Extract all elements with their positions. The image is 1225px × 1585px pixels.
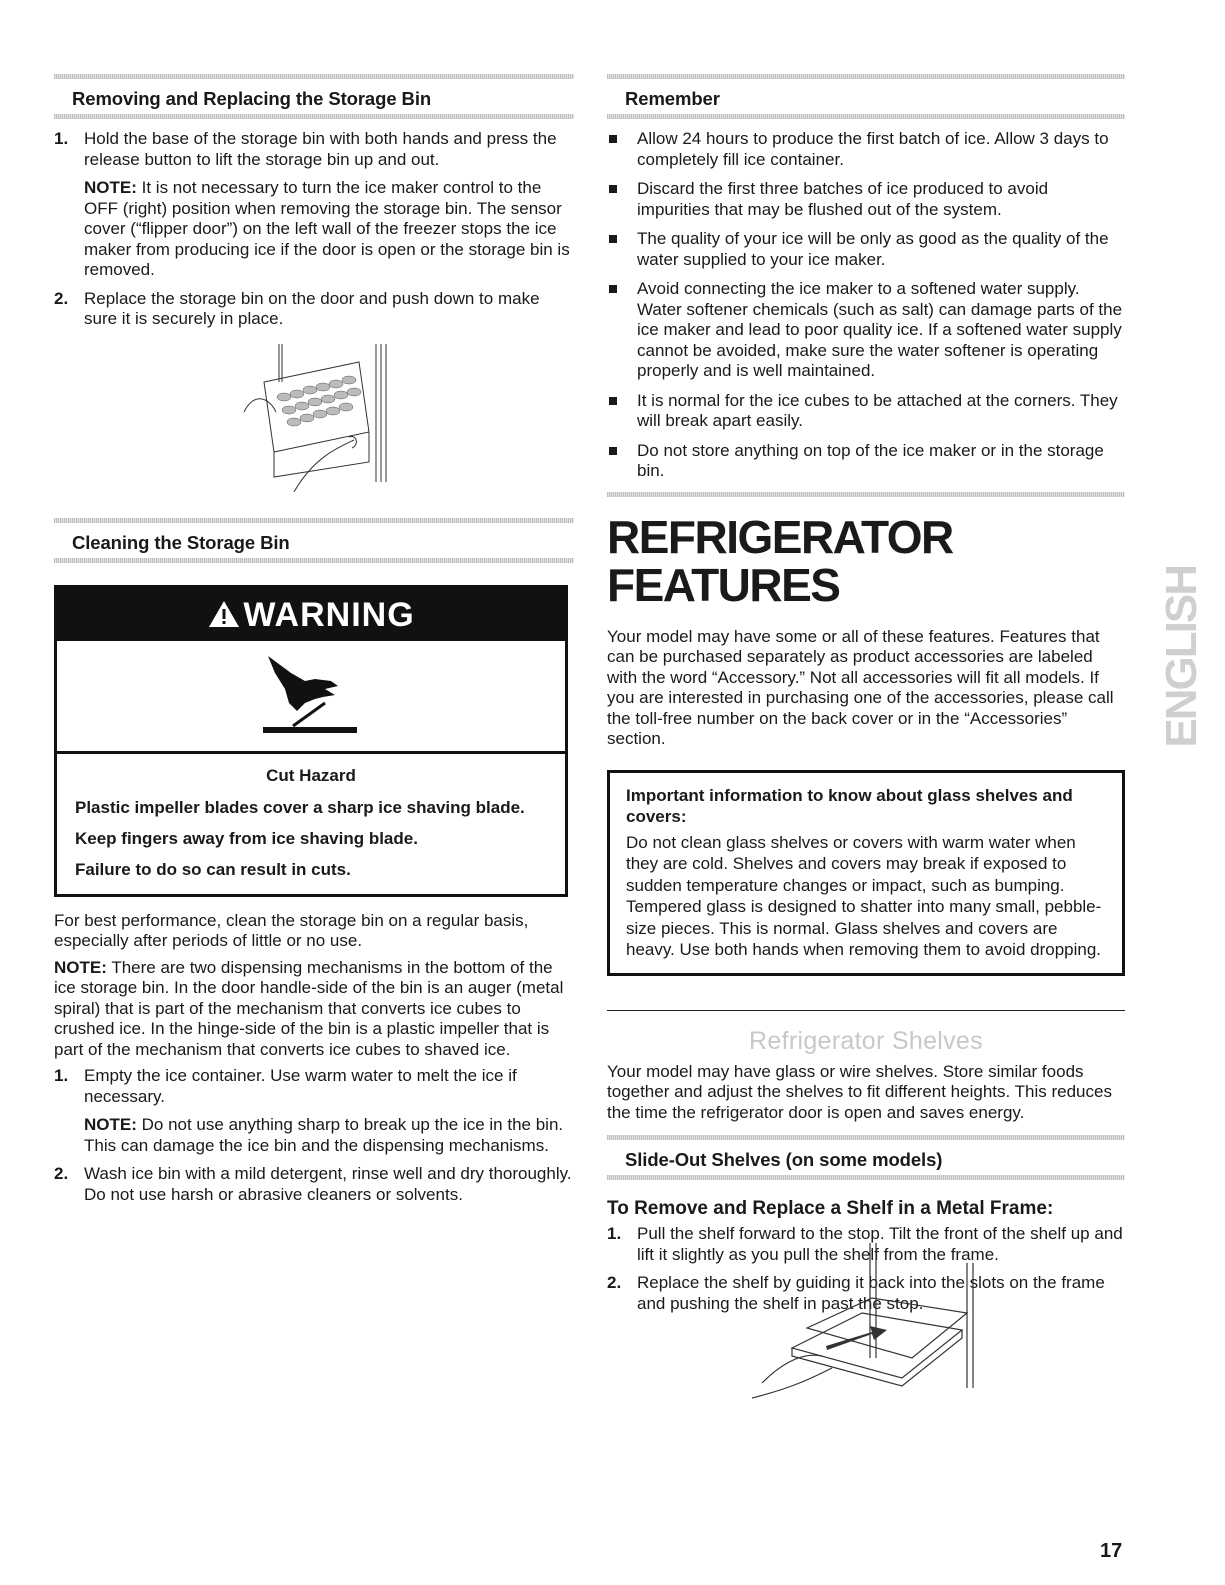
- step-number: 1.: [54, 1066, 69, 1085]
- warning-box: [54, 585, 568, 897]
- note-label: NOTE:: [54, 957, 107, 977]
- storage-bin-heading-block: [54, 74, 574, 119]
- step-text: Empty the ice container. Use warm water to melt the ice if necessary.: [84, 1066, 517, 1106]
- note-text: It is not necessary to turn the ice maker control to the OFF (right) position when removing the storage bin. The sensor cover (“flipper door”) on the left wall of the freezer stops the ice maker from producing ice if the door is open or the storage bin is removed.: [84, 178, 570, 279]
- step-text: Hold the base of the storage bin with both hands and press the release button to lift the storage bin up and out.: [84, 129, 557, 169]
- cut-hazard-icon: [253, 651, 363, 741]
- cleaning-heading: Cleaning the Storage Bin: [72, 531, 290, 553]
- glass-shelves-info-box: [607, 770, 1125, 976]
- info-box-heading: Important information to know about glass shelves and covers:: [626, 785, 1073, 826]
- note-text: Do not use anything sharp to break up the ice in the bin. This can damage the ice bin and the dispensing mechanisms.: [84, 1115, 564, 1155]
- warning-triangle-icon: [207, 599, 241, 629]
- remember-heading: Remember: [625, 88, 720, 109]
- step-number: 1.: [607, 1224, 622, 1243]
- step-note: [84, 1115, 574, 1156]
- features-intro: Your model may have some or all of these features. Features that can be purchased separately as product accessories are labeled with the word “Accessory.” Not all accessories will fit all models. If you are interested in purchasing one of the accessories, please call the toll-free number on the back cover or in the “Accessories” section.: [607, 626, 1114, 748]
- step-number: 2.: [54, 288, 69, 308]
- divider: [607, 492, 1125, 497]
- warning-line: Keep fingers away from ice shaving blade.: [75, 828, 418, 848]
- step-number: 1.: [54, 129, 69, 148]
- storage-bin-drawing: [234, 342, 394, 492]
- procedure-title: To Remove and Replace a Shelf in a Metal Frame:: [607, 1198, 1054, 1219]
- divider: [54, 558, 574, 563]
- warning-line: Failure to do so can result in cuts.: [75, 859, 351, 879]
- list-item: Allow 24 hours to produce the first batch of ice. Allow 3 days to completely fill ice container.: [607, 129, 1125, 170]
- slide-out-heading: Slide-Out Shelves (on some models): [625, 1149, 943, 1170]
- storage-bin-illustration: [54, 342, 574, 502]
- list-item: Avoid connecting the ice maker to a softened water supply. Water softener chemicals (such as salt) can damage parts of the ice maker and lead to poor quality ice. If a softened water supply cannot be avoided, make sure the water softener is operating properly and is well maintained.: [607, 279, 1125, 382]
- shelves-intro: Your model may have glass or wire shelves. Store similar foods together and adjust the shelves to fit different heights. This reduces the time the refrigerator door is open and saves energy.: [607, 1061, 1112, 1122]
- list-item: The quality of your ice will be only as good as the quality of the water supplied to your ice maker.: [607, 229, 1125, 270]
- warning-title: WARNING: [243, 595, 415, 634]
- info-box-text: Do not clean glass shelves or covers with warm water when they are cold. Shelves and covers may break if exposed to sudden temperature changes or impact, such as bumping. Tempered glass is designed to shatter into many small, pebble-size pieces. This is normal. Glass shelves and covers are heavy. Use both hands when removing them to avoid dropping.: [626, 832, 1102, 959]
- divider: [607, 1010, 1125, 1011]
- shelves-heading: Refrigerator Shelves: [749, 1026, 983, 1055]
- section-title: REFRIGERATOR FEATURES: [607, 510, 953, 611]
- remember-heading-block: [607, 74, 1125, 119]
- storage-bin-steps: [54, 129, 574, 330]
- cleaning-steps: [54, 1066, 574, 1205]
- shelf-illustration: [752, 1238, 992, 1418]
- note-text: There are two dispensing mechanisms in the bottom of the ice storage bin. In the door handle-side of the bin is an auger (metal spiral) that is part of the mechanism that converts ice cubes to crushed ice. In the hinge-side of the bin is a plastic impeller that is part of the mechanism that converts ice cubes to shaved ice.: [54, 957, 564, 1059]
- hazard-label: Cut Hazard: [266, 765, 356, 785]
- step-number: 2.: [54, 1164, 69, 1183]
- left-column: [54, 74, 574, 1213]
- list-item: It is normal for the ice cubes to be attached at the corners. They will break apart easily.: [607, 391, 1125, 432]
- step-text: Replace the shelf by guiding it back into the slots on the frame and pushing the shelf in past the stop.: [637, 1273, 1105, 1313]
- divider: [607, 114, 1125, 119]
- note-label: NOTE:: [84, 178, 137, 197]
- step-note: [84, 178, 574, 281]
- language-tab: ENGLISH: [1157, 566, 1206, 748]
- note-label: NOTE:: [84, 1115, 137, 1134]
- divider: [607, 1175, 1125, 1180]
- cleaning-note: [54, 958, 574, 1061]
- divider: [54, 114, 574, 119]
- remember-bullets: [607, 129, 1125, 482]
- storage-bin-heading: Removing and Replacing the Storage Bin: [72, 88, 432, 109]
- step-text: Pull the shelf forward to the stop. Tilt the front of the shelf up and lift it slightly as you pull the shelf from the frame.: [637, 1224, 1123, 1264]
- list-item: [54, 1164, 574, 1205]
- right-column: [607, 74, 1125, 1322]
- warning-body: [57, 754, 565, 894]
- list-item: Discard the first three batches of ice produced to avoid impurities that may be flushed out of the system.: [607, 179, 1125, 220]
- cleaning-heading-block: [54, 518, 574, 563]
- cleaning-intro: For best performance, clean the storage bin on a regular basis, especially after periods of little or no use.: [54, 910, 529, 950]
- cut-hazard-icon-area: [57, 641, 565, 754]
- page-number: 17: [1100, 1540, 1123, 1562]
- warning-line: Plastic impeller blades cover a sharp ice shaving blade.: [75, 797, 525, 817]
- step-number: 2.: [607, 1273, 622, 1292]
- list-item: Do not store anything on top of the ice maker or in the storage bin.: [607, 441, 1125, 482]
- list-item: [54, 129, 574, 281]
- warning-header: [57, 588, 565, 641]
- list-item: [54, 289, 574, 330]
- list-item: [54, 1066, 574, 1156]
- step-text: Wash ice bin with a mild detergent, rinse well and dry thoroughly. Do not use harsh or abrasive cleaners or solvents.: [84, 1164, 572, 1204]
- slide-out-heading-block: [607, 1135, 1125, 1180]
- step-text: Replace the storage bin on the door and push down to make sure it is securely in place.: [84, 288, 540, 328]
